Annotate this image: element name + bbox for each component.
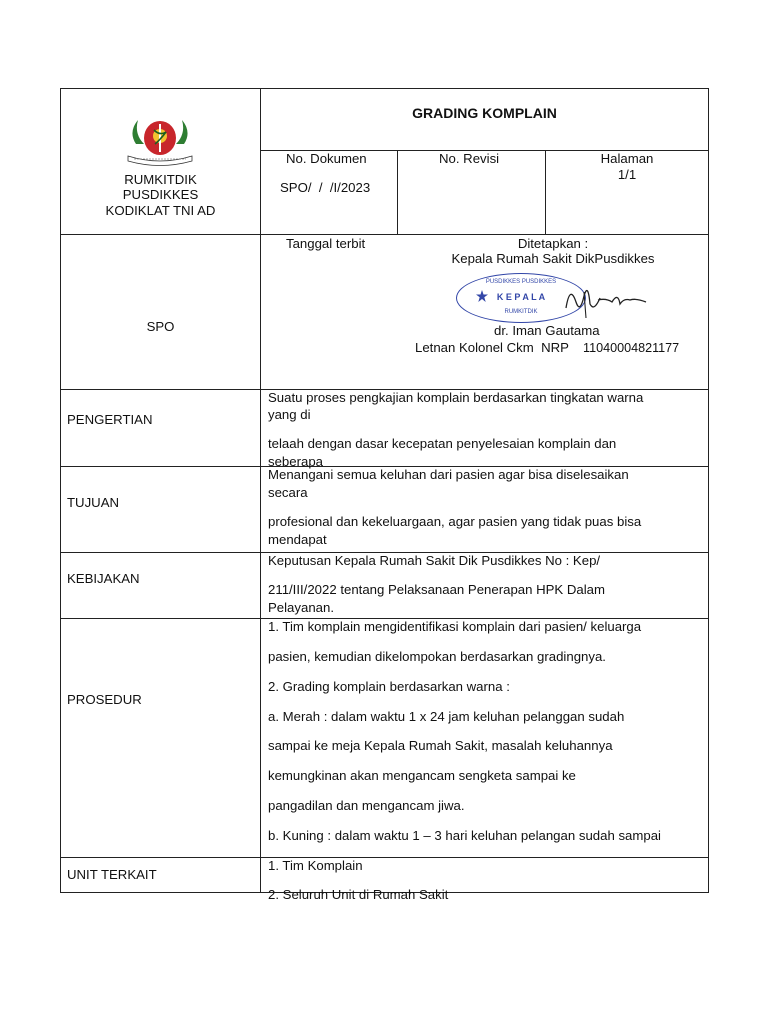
prosedur-line-2: pasien, kemudian dikelompokan berdasarkan gradingnya. (268, 649, 606, 664)
tujuan-line-4: mendapat (268, 532, 327, 547)
kebijakan-label: KEBIJAKAN (67, 571, 140, 586)
spo-label: SPO (146, 319, 175, 334)
prosedur-line-7: pangadilan dan mengancam jiwa. (268, 798, 465, 813)
prosedur-content (261, 619, 708, 857)
prosedur-line-4: a. Merah : dalam waktu 1 x 24 jam keluhan pelanggan sudah (268, 709, 625, 724)
page-title: GRADING KOMPLAIN (412, 105, 557, 121)
page-value: 1/1 (617, 167, 637, 182)
rumkitdik-emblem-icon (120, 114, 200, 166)
prosedur-line-8: b. Kuning : dalam waktu 1 – 3 hari keluhan pelangan sudah sampai (268, 828, 661, 843)
unit-terkait-line-1: 1. Tim Komplain (268, 858, 363, 873)
doc-number-value: SPO/ / /I/2023 (280, 180, 371, 195)
tujuan-line-3: profesional dan kekeluargaan, agar pasien yang tidak puas bisa (268, 514, 642, 529)
stamp-top-text: PUSDIKKES PUSDIKKES (485, 279, 557, 285)
unit-terkait-label: UNIT TERKAIT (67, 867, 157, 882)
stamp-star-icon (476, 290, 488, 302)
kebijakan-line-2: 211/III/2022 tentang Pelaksanaan Penerapan HPK Dalam (268, 582, 606, 597)
signer-rank: Letnan Kolonel Ckm NRP (415, 340, 569, 355)
issue-date-label: Tanggal terbit (286, 236, 366, 251)
unit-terkait-content (261, 858, 708, 902)
pengertian-line-2: yang di (268, 407, 311, 422)
pengertian-line-4: seberapa (268, 454, 323, 469)
tujuan-label: TUJUAN (67, 495, 120, 510)
tujuan-line-2: secara (268, 485, 308, 500)
unit-terkait-line-2: 2. Seluruh Unit di Rumah Sakit (268, 887, 449, 902)
header-col-divider-1 (397, 150, 398, 235)
doc-number-label: No. Dokumen (286, 151, 367, 166)
pengertian-line-3: telaah dengan dasar kecepatan penyelesaian komplain dan (268, 436, 617, 451)
stamp-bottom-text: RUMKITDIK (504, 309, 538, 315)
signer-name: dr. Iman Gautama (494, 323, 600, 338)
kebijakan-line-3: Pelayanan. (268, 600, 334, 615)
approver-title: Kepala Rumah Sakit DikPusdikkes (451, 251, 655, 266)
prosedur-line-1: 1. Tim komplain mengidentifikasi komplain dari pasien/ keluarga (268, 619, 642, 634)
signature-icon (560, 278, 650, 322)
prosedur-line-3: 2. Grading komplain berdasarkan warna : (268, 679, 510, 694)
signer-nrp: 11040004821177 (583, 341, 680, 355)
pengertian-content (261, 390, 708, 469)
org-name-line2: PUSDIKKES (122, 187, 199, 202)
prosedur-label: PROSEDUR (67, 692, 142, 707)
page-label: Halaman (600, 151, 654, 166)
kebijakan-line-1: Keputusan Kepala Rumah Sakit Dik Pusdikkes No : Kep/ (268, 553, 601, 568)
pengertian-line-1: Suatu proses pengkajian komplain berdasarkan tingkatan warna (268, 390, 644, 405)
prosedur-line-6: kemungkinan akan mengancam sengketa sampai ke (268, 768, 576, 783)
table-border-top (60, 88, 709, 89)
stamp-middle-text: K E P A L A (496, 292, 546, 302)
tujuan-line-1: Menangani semua keluhan dari pasien agar bisa diselesaikan (268, 467, 629, 482)
tujuan-content (261, 467, 708, 552)
pengertian-label: PENGERTIAN (67, 412, 153, 427)
org-name-line3: KODIKLAT TNI AD (105, 203, 216, 218)
approved-label: Ditetapkan : (517, 236, 589, 251)
kebijakan-content (261, 553, 708, 618)
prosedur-line-5: sampai ke meja Kepala Rumah Sakit, masalah keluhannya (268, 738, 613, 753)
table-border-right (708, 88, 709, 893)
revision-label: No. Revisi (439, 151, 500, 166)
org-name-line1: RUMKITDIK (124, 172, 197, 187)
row-divider-header (60, 234, 709, 235)
